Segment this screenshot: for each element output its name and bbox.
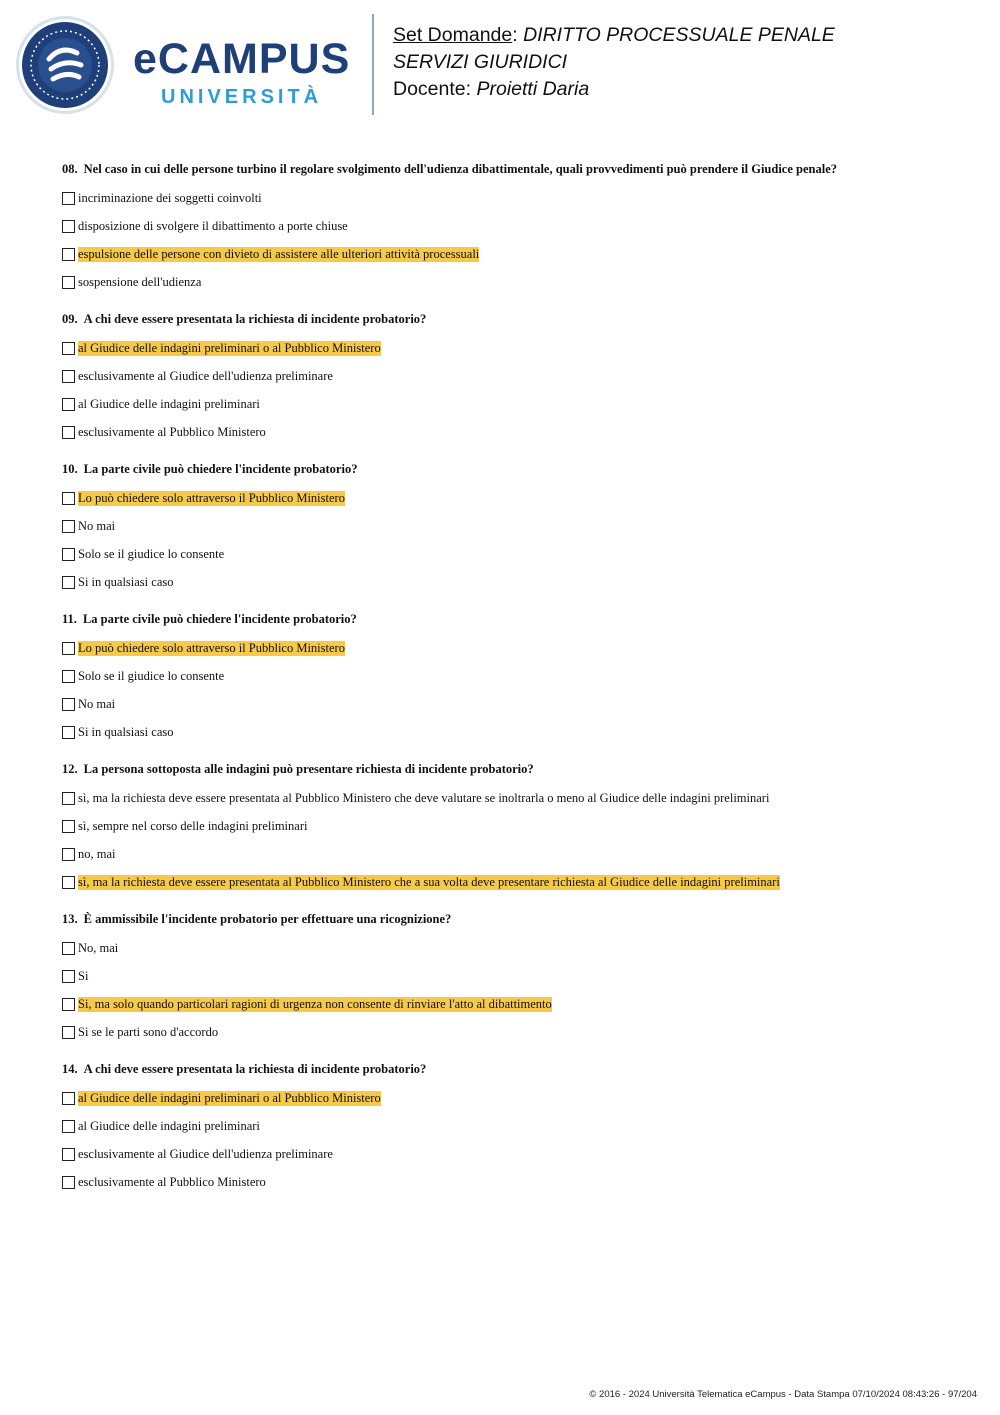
answer-text: al Giudice delle indagini preliminari	[78, 396, 260, 411]
question-text: È ammissibile l'incidente probatorio per effettuare una ricognizione?	[83, 912, 452, 926]
answer-checkbox[interactable]	[62, 1148, 75, 1161]
answer-checkbox[interactable]	[62, 1120, 75, 1133]
question-block	[62, 910, 962, 1046]
question-text: Nel caso in cui delle persone turbino il regolare svolgimento dell'udienza dibattimentale, quali provvedimenti può prendere il Giudice penale?	[83, 162, 837, 176]
logo-ecampus-text: eCAMPUS	[133, 35, 351, 83]
question-block	[62, 610, 962, 746]
answer-option[interactable]	[62, 1084, 962, 1112]
answer-text: Si in qualsiasi caso	[78, 724, 174, 739]
answer-text: Si	[78, 968, 89, 983]
answer-option[interactable]	[62, 812, 962, 840]
answer-option[interactable]	[62, 568, 962, 596]
question-title	[62, 160, 962, 178]
answer-text: esclusivamente al Giudice dell'udienza preliminare	[78, 1146, 333, 1161]
answer-text-highlighted: sì, ma la richiesta deve essere presentata al Pubblico Ministero che a sua volta deve presentare richiesta al Giudice delle indagini preliminari	[78, 874, 780, 889]
answer-option[interactable]	[62, 484, 962, 512]
answer-text: esclusivamente al Pubblico Ministero	[78, 424, 266, 439]
answer-checkbox[interactable]	[62, 970, 75, 983]
answer-checkbox[interactable]	[62, 848, 75, 861]
answer-option[interactable]	[62, 934, 962, 962]
answer-checkbox[interactable]	[62, 670, 75, 683]
answer-text: sì, ma la richiesta deve essere presentata al Pubblico Ministero che deve valutare se inoltrarla o meno al Giudice delle indagini preliminari	[78, 790, 770, 805]
answer-option[interactable]	[62, 690, 962, 718]
logo-universita-text: UNIVERSITÀ	[161, 86, 323, 108]
set-line: Set Domande: DIRITTO PROCESSUALE PENALE	[393, 24, 835, 46]
answer-checkbox[interactable]	[62, 426, 75, 439]
question-title	[62, 1060, 962, 1078]
answer-checkbox[interactable]	[62, 1176, 75, 1189]
answer-text-highlighted: Si, ma solo quando particolari ragioni di urgenza non consente di rinviare l'atto al dibattimento	[78, 996, 552, 1011]
answer-checkbox[interactable]	[62, 276, 75, 289]
answer-option[interactable]	[62, 212, 962, 240]
answer-checkbox[interactable]	[62, 698, 75, 711]
answer-option[interactable]	[62, 240, 962, 268]
question-block	[62, 310, 962, 446]
header-info	[393, 22, 835, 103]
set-label: Set Domande	[393, 24, 513, 46]
answer-checkbox[interactable]	[62, 192, 75, 205]
answer-text-highlighted: Lo può chiedere solo attraverso il Pubblico Ministero	[78, 640, 345, 655]
answer-text: esclusivamente al Pubblico Ministero	[78, 1174, 266, 1189]
page-header	[0, 0, 1000, 130]
answer-text: No mai	[78, 696, 116, 711]
answer-option[interactable]	[62, 334, 962, 362]
answer-option[interactable]	[62, 184, 962, 212]
answer-text-highlighted: al Giudice delle indagini preliminari o al Pubblico Ministero	[78, 340, 381, 355]
question-title	[62, 610, 962, 628]
answer-text: sospensione dell'udienza	[78, 274, 202, 289]
answer-option[interactable]	[62, 512, 962, 540]
answer-option[interactable]	[62, 784, 962, 812]
question-number: 14.	[62, 1062, 78, 1076]
answer-checkbox[interactable]	[62, 248, 75, 261]
answer-text: Solo se il giudice lo consente	[78, 668, 225, 683]
question-title	[62, 910, 962, 928]
answer-checkbox[interactable]	[62, 548, 75, 561]
question-title	[62, 460, 962, 478]
answer-option[interactable]	[62, 1018, 962, 1046]
answer-checkbox[interactable]	[62, 642, 75, 655]
question-number: 13.	[62, 912, 78, 926]
page-footer: © 2016 - 2024 Università Telematica eCampus - Data Stampa 07/10/2024 08:43:26 - 97/204	[589, 1389, 977, 1400]
answer-option[interactable]	[62, 268, 962, 296]
answer-checkbox[interactable]	[62, 1026, 75, 1039]
answer-text-highlighted: Lo può chiedere solo attraverso il Pubblico Ministero	[78, 490, 345, 505]
answer-checkbox[interactable]	[62, 726, 75, 739]
question-title	[62, 310, 962, 328]
answer-checkbox[interactable]	[62, 220, 75, 233]
answer-checkbox[interactable]	[62, 576, 75, 589]
answer-option[interactable]	[62, 962, 962, 990]
question-block	[62, 160, 962, 296]
question-list	[62, 160, 962, 1210]
answer-option[interactable]	[62, 540, 962, 568]
answer-text: Si se le parti sono d'accordo	[78, 1024, 219, 1039]
answer-option[interactable]	[62, 868, 962, 896]
answer-checkbox[interactable]	[62, 820, 75, 833]
answer-option[interactable]	[62, 418, 962, 446]
answer-option[interactable]	[62, 662, 962, 690]
answer-checkbox[interactable]	[62, 942, 75, 955]
docente-line	[393, 76, 835, 103]
answer-text: incriminazione dei soggetti coinvolti	[78, 190, 262, 205]
answer-text: sì, sempre nel corso delle indagini preliminari	[78, 818, 308, 833]
question-number: 11.	[62, 612, 77, 626]
answer-checkbox[interactable]	[62, 792, 75, 805]
question-number: 09.	[62, 312, 78, 326]
question-text: La parte civile può chiedere l'incidente probatorio?	[82, 612, 357, 626]
answer-text: esclusivamente al Giudice dell'udienza preliminare	[78, 368, 333, 383]
answer-checkbox[interactable]	[62, 492, 75, 505]
docente-name: Proietti Daria	[476, 78, 590, 100]
answer-text: no, mai	[78, 846, 116, 861]
question-text: La parte civile può chiedere l'incidente probatorio?	[83, 462, 358, 476]
answer-option[interactable]	[62, 1168, 962, 1196]
answer-text: Solo se il giudice lo consente	[78, 546, 225, 561]
header-divider	[372, 14, 374, 115]
answer-text: al Giudice delle indagini preliminari	[78, 1118, 260, 1133]
answer-checkbox[interactable]	[62, 398, 75, 411]
answer-text-highlighted: espulsione delle persone con divieto di assistere alle ulteriori attività processuali	[78, 246, 480, 261]
answer-text: No, mai	[78, 940, 119, 955]
docente-label: Docente:	[393, 78, 472, 100]
question-text: A chi deve essere presentata la richiesta di incidente probatorio?	[83, 312, 427, 326]
answer-checkbox[interactable]	[62, 1092, 75, 1105]
answer-text: disposizione di svolgere il dibattimento a porte chiuse	[78, 218, 348, 233]
answer-option[interactable]	[62, 1140, 962, 1168]
ecampus-seal-logo	[15, 15, 115, 115]
answer-checkbox[interactable]	[62, 876, 75, 889]
question-block	[62, 1060, 962, 1196]
answer-option[interactable]	[62, 840, 962, 868]
answer-option[interactable]	[62, 718, 962, 746]
answer-checkbox[interactable]	[62, 998, 75, 1011]
answer-checkbox[interactable]	[62, 370, 75, 383]
answer-text: Si in qualsiasi caso	[78, 574, 174, 589]
question-number: 12.	[62, 762, 78, 776]
answer-option[interactable]	[62, 634, 962, 662]
answer-text-highlighted: al Giudice delle indagini preliminari o al Pubblico Ministero	[78, 1090, 381, 1105]
answer-option[interactable]	[62, 1112, 962, 1140]
question-title	[62, 760, 962, 778]
question-text: A chi deve essere presentata la richiesta di incidente probatorio?	[83, 1062, 427, 1076]
question-text: La persona sottoposta alle indagini può presentare richiesta di incidente probatorio?	[83, 762, 534, 776]
answer-checkbox[interactable]	[62, 520, 75, 533]
answer-option[interactable]	[62, 990, 962, 1018]
answer-option[interactable]	[62, 362, 962, 390]
answer-option[interactable]	[62, 390, 962, 418]
question-number: 10.	[62, 462, 78, 476]
answer-text: No mai	[78, 518, 116, 533]
question-block	[62, 760, 962, 896]
answer-checkbox[interactable]	[62, 342, 75, 355]
ecampus-wordmark	[133, 35, 351, 108]
question-block	[62, 460, 962, 596]
set-title-line1: DIRITTO PROCESSUALE PENALE	[523, 24, 835, 46]
question-number: 08.	[62, 162, 78, 176]
set-title-line2: SERVIZI GIURIDICI	[393, 51, 568, 73]
